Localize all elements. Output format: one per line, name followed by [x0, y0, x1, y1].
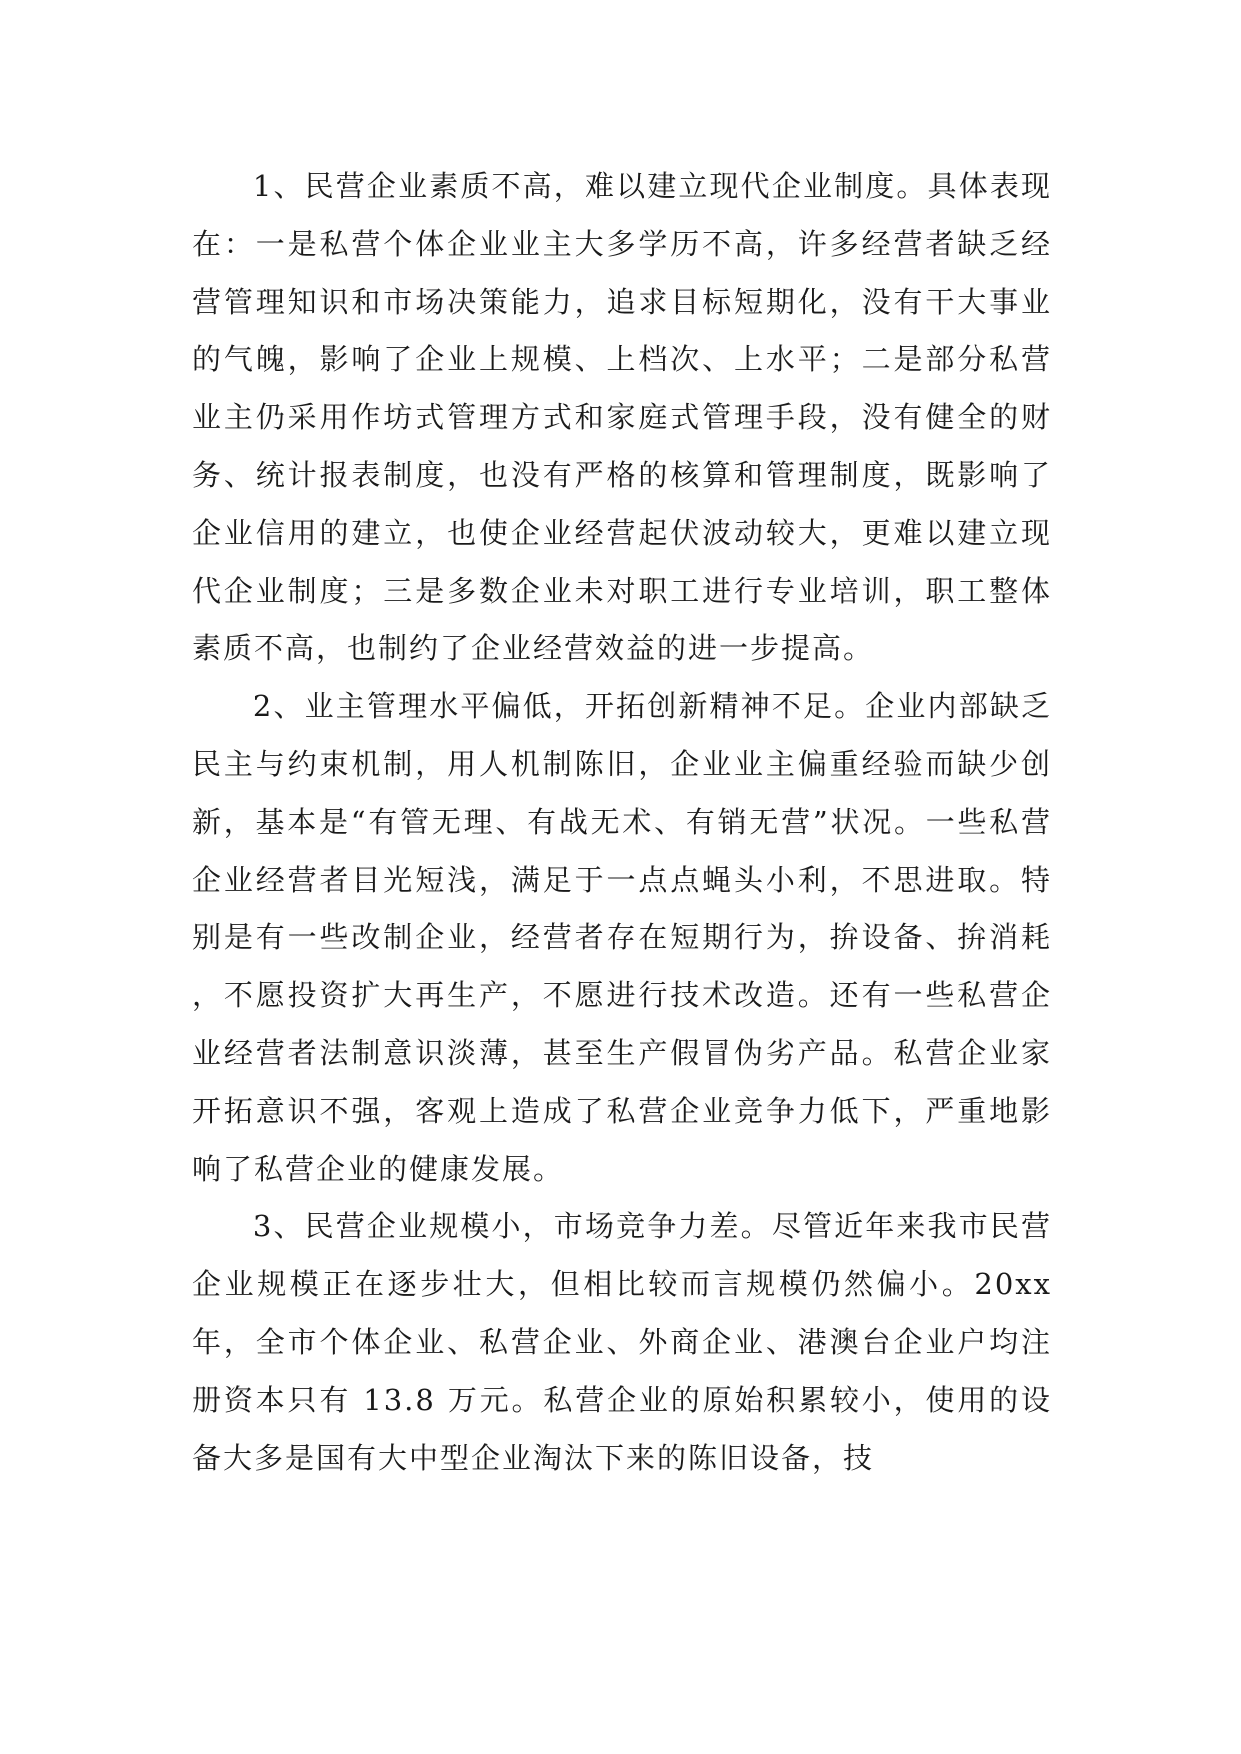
paragraph-1: 1、民营企业素质不高，难以建立现代企业制度。具体表现在：一是私营个体企业业主大多学历不高，许多经营者缺乏经营管理知识和市场决策能力，追求目标短期化，没有干大事业的气魄，影响了企业上规模、上档次、上水平；二是部分私营业主仍采用作坊式管理方式和家庭式管理手段，没有健全的财务、统计报表制度，也没有严格的核算和管理制度，既影响了企业信用的建立，也使企业经营起伏波动较大，更难以建立现代企业制度；三是多数企业未对职工进行专业培训，职工整体素质不高，也制约了企业经营效益的进一步提高。 [192, 169, 1052, 666]
paragraph-2: 2、业主管理水平偏低，开拓创新精神不足。企业内部缺乏民主与约束机制，用人机制陈旧，企业业主偏重经验而缺少创新，基本是“有管无理、有战无术、有销无营”状况。一些私营企业经营者目光短浅，满足于一点点蝇头小利，不思进取。特别是有一些改制企业，经营者存在短期行为，拚设备、拚消耗，不愿投资扩大再生产，不愿进行技术改造。还有一些私营企业经营者法制意识淡薄，甚至生产假冒伪劣产品。私营企业家开拓意识不强，客观上造成了私营企业竞争力低下，严重地影响了私营企业的健康发展。 [192, 689, 1052, 1186]
document-body [192, 158, 1052, 1487]
paragraph-3: 3、民营企业规模小，市场竞争力差。尽管近年来我市民营企业规模正在逐步壮大，但相比较而言规模仍然偏小。20xx 年，全市个体企业、私营企业、外商企业、港澳台企业户均注册资本只有 13.8 万元。私营企业的原始积累较小，使用的设备大多是国有大中型企业淘汰下来的陈旧设备，技 [192, 1209, 1052, 1475]
